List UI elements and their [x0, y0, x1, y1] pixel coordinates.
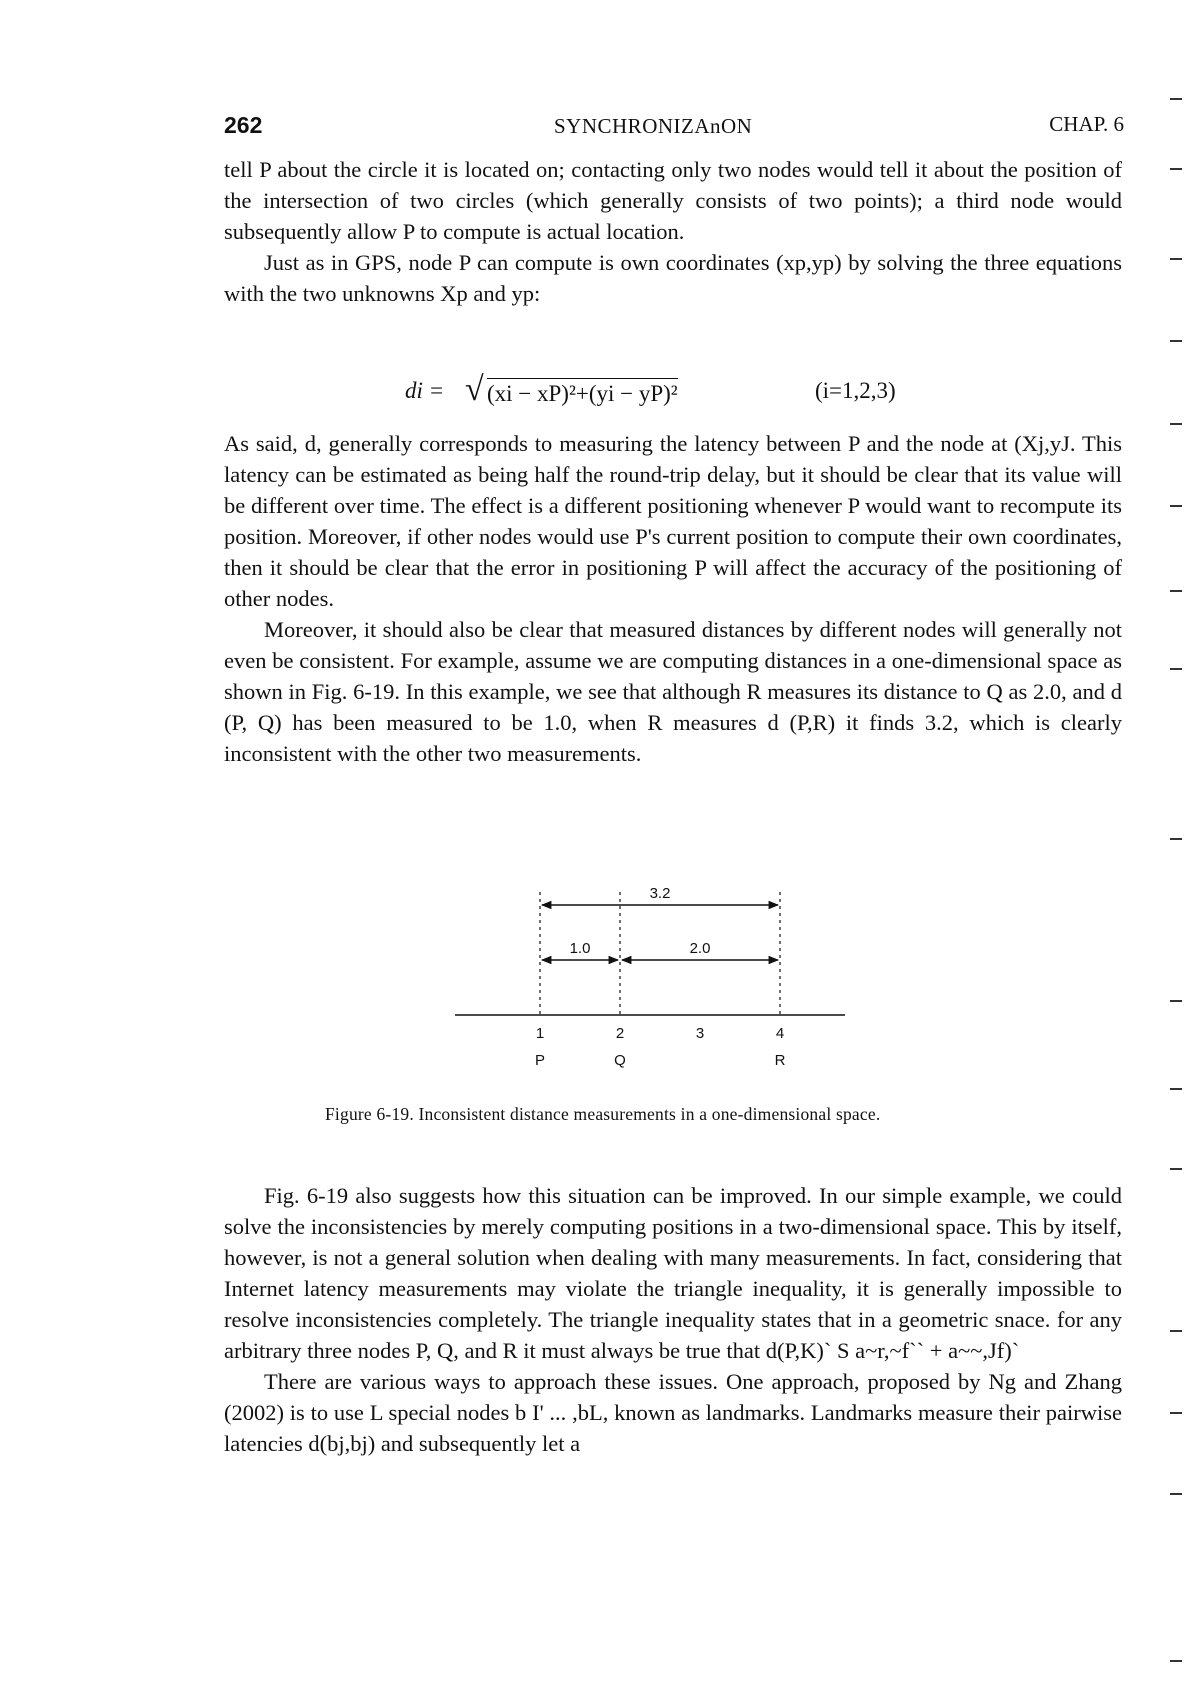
margin-mark [1170, 1000, 1182, 1002]
margin-mark [1170, 98, 1182, 100]
margin-mark [1170, 668, 1182, 670]
equation-label: (i=1,2,3) [815, 378, 896, 403]
margin-mark [1170, 1330, 1182, 1332]
tick-label: 3 [695, 1025, 705, 1042]
distance-label: 1.0 [569, 940, 591, 957]
margin-mark [1170, 505, 1182, 507]
tick-label: 1 [535, 1025, 545, 1042]
margin-mark [1170, 1168, 1182, 1170]
margin-mark [1170, 1412, 1182, 1414]
body-text-middle [224, 428, 1122, 769]
margin-mark [1170, 1088, 1182, 1090]
distance-label: 2.0 [689, 940, 711, 957]
paragraph-4: Moreover, it should also be clear that measured distances by different nodes will generally not even be consistent. For example, assume we are computing distances in a one-dimensional space as shown in Fig. 6-19. In this example, we see that although R measures its distance to Q as 2.0, and d (P, Q) has been measured to be 1.0, when R measures d (P,R) it finds 3.2, which is clearly inconsistent with the other two measurements. [224, 617, 1122, 766]
paragraph-3: As said, d, generally corresponds to measuring the latency between P and the node at (Xj,yJ. This latency can be estimated as being half the round-trip delay, but it should be clear that its value will be different over time. The effect is a different positioning whenever P would want to recompute its position. Moreover, if other nodes would use P's current position to compute their own coordinates, then it should be clear that the error in positioning P will affect the accuracy of the positioning of other nodes. [224, 431, 1122, 611]
margin-mark [1170, 1493, 1182, 1495]
margin-mark [1170, 258, 1182, 260]
margin-mark [1170, 838, 1182, 840]
page-number: 262 [224, 112, 263, 138]
paragraph-2: Just as in GPS, node P can compute is own coordinates (xp,yp) by solving the three equations with the two unknowns Xp and yp: [224, 250, 1122, 306]
node-label: Q [614, 1052, 626, 1069]
tick-label: 2 [615, 1025, 625, 1042]
paragraph-1: tell P about the circle it is located on; contacting only two nodes would tell it about the position of the intersection of two circles (which generally consists of two points); a third node would subsequently allow P to compute is actual location. [224, 157, 1122, 244]
node-label: P [534, 1052, 546, 1069]
figure-caption: Figure 6-19. Inconsistent distance measurements in a one-dimensional space. [325, 1104, 881, 1124]
paragraph-5: Fig. 6-19 also suggests how this situation can be improved. In our simple example, we could solve the inconsistencies by merely computing positions in a two-dimensional space. This by itself, however, is not a general solution when dealing with many measurements. In fact, considering that Internet latency measurements may violate the triangle inequality, it is generally impossible to resolve inconsistencies completely. The triangle inequality states that in a geometric snace. for any arbitrary three nodes P, Q, and R it must always be true that d(P,K)` S a~r,~f`` + a~~,Jf)` [224, 1183, 1122, 1363]
node-label: R [774, 1052, 786, 1069]
distance-label: 3.2 [649, 885, 671, 902]
sqrt-symbol: √ [465, 371, 484, 408]
body-text-top [224, 154, 1122, 309]
distance-equation [405, 370, 965, 418]
chapter-label: CHAP. 6 [1049, 112, 1124, 136]
tick-label: 4 [775, 1025, 785, 1042]
equation-radicand: (xi − xP)²+(yi − yP)² [487, 378, 678, 407]
page-header [224, 108, 1124, 142]
paragraph-6: There are various ways to approach these issues. One approach, proposed by Ng and Zhang (2002) is to use L special nodes b I' ... ,bL, known as landmarks. Landmarks measure their pairwise latencies d(bj,bj) and subsequently let a [224, 1369, 1122, 1456]
running-title: SYNCHRONIZAnON [554, 114, 753, 138]
margin-mark [1170, 340, 1182, 342]
figure-6-19-diagram [440, 870, 860, 1080]
margin-mark [1170, 168, 1182, 170]
body-text-bottom [224, 1180, 1122, 1459]
margin-mark [1170, 590, 1182, 592]
margin-mark [1170, 1660, 1182, 1662]
equation-lhs: di = [405, 378, 445, 403]
margin-mark [1170, 423, 1182, 425]
